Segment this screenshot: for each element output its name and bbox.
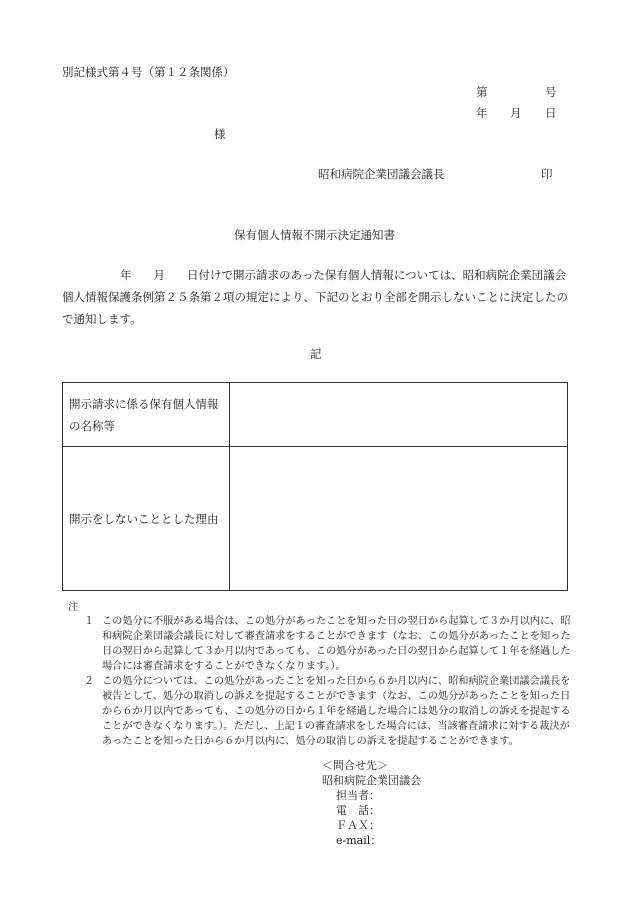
document-number-prefix: 第 xyxy=(476,85,488,99)
addressee-suffix: 様 xyxy=(214,127,226,141)
body-month: 月 xyxy=(153,268,165,282)
body-year: 年 xyxy=(120,268,132,282)
note-item xyxy=(84,674,574,749)
form-number: 別記様式第４号（第１２条関係） xyxy=(62,65,235,79)
ki-marker: 記 xyxy=(310,347,322,361)
contact-organization: 昭和病院企業団議会 xyxy=(322,774,421,787)
contact-person: 担当者： xyxy=(336,789,380,802)
notes-heading: 注 xyxy=(68,602,79,613)
note-number: １ xyxy=(84,616,95,627)
contact-heading: ＜問合せ先＞ xyxy=(322,759,388,772)
date-day: 日 xyxy=(545,106,557,120)
contact-phone: 電 話： xyxy=(336,804,380,817)
note-number: ２ xyxy=(84,676,95,687)
note-text: この処分については、この処分があったことを知った日から６か月以内に、昭和病院企業団議会議長を被告として、処分の取消しの訴えを提起することができます（なお、この処分があったことを知った日から６か月以内であっても、この処分の日から１年を経過した場合には処分の取消しの訴えを提起することができなくなります。）。ただし、上記１の審査請求をした場合には、当該審査請求に対する裁決があったことを知った日から６か月以内に、処分の取消しの訴えを提起することができます。 xyxy=(102,676,571,747)
table-value-reason xyxy=(230,447,568,591)
note-text: この処分に不服がある場合は、この処分があったことを知った日の翌日から起算して３か月以内に、昭和病院企業団議会議長に対して審査請求をすることができます（なお、この処分があったことを知った日の翌日から起算して３か月以内であっても、この処分があった日の翌日から起算して１年を経過した場合には審査請求をすることができなくなります。）。 xyxy=(102,616,571,672)
date-month: 月 xyxy=(510,106,522,120)
notes-list xyxy=(84,614,574,749)
document-number-suffix: 号 xyxy=(545,85,557,99)
document-title: 保有個人情報不開示決定通知書 xyxy=(234,228,395,242)
table-row xyxy=(63,383,568,447)
body-text: 日付けで開示請求のあった保有個人情報については、昭和病院企業団議会個人情報保護条例第２５条第２項の規定により、下記のとおり全部を開示しないことに決定したので通知します。 xyxy=(62,268,568,326)
table-label-reason: 開示をしないこととした理由 xyxy=(63,447,230,591)
contact-email: e-mail： xyxy=(336,834,382,847)
contact-block xyxy=(322,758,421,848)
table-value-name xyxy=(230,383,568,447)
date-year: 年 xyxy=(476,106,488,120)
body-paragraph xyxy=(62,264,572,330)
contact-fax: ＦＡＸ： xyxy=(336,819,380,832)
seal-mark: 印 xyxy=(541,167,553,181)
table-row xyxy=(63,447,568,591)
note-item xyxy=(84,614,574,674)
sender-name: 昭和病院企業団議会議長 xyxy=(318,167,445,181)
table-label-name: 開示請求に係る保有個人情報の名称等 xyxy=(63,383,230,447)
info-table xyxy=(62,382,568,591)
